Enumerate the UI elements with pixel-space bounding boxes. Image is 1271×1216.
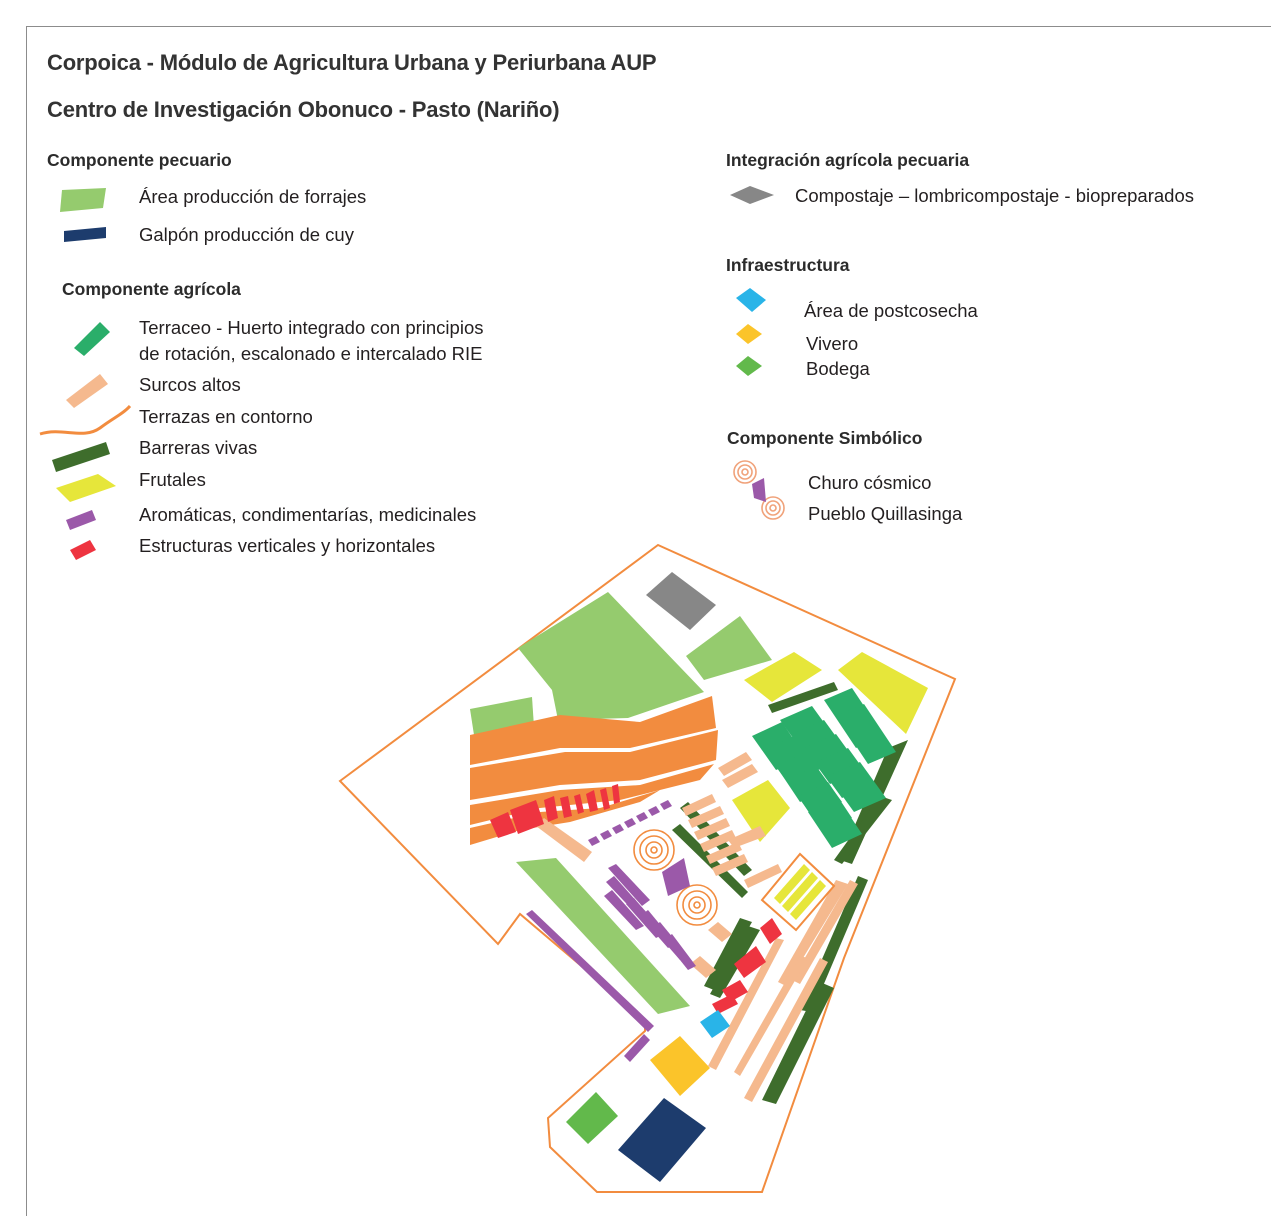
legend-heading-agricola: Componente agrícola — [62, 279, 241, 299]
legend-heading-integracion: Integración agrícola pecuaria — [726, 150, 970, 170]
map-title: Corpoica - Módulo de Agricultura Urbana y Periurbana AUP — [47, 50, 657, 75]
legend-item-aromaticas: Aromáticas, condimentarías, medicinales — [139, 504, 477, 525]
legend-item-terraceo-1: Terraceo - Huerto integrado con principios — [139, 317, 484, 338]
legend-item-surcos: Surcos altos — [139, 374, 241, 395]
compostaje-area — [646, 572, 716, 630]
galpon-cuy-area — [618, 1098, 706, 1182]
legend-item-churo: Churo cósmico — [808, 472, 932, 493]
map-subtitle: Centro de Investigación Obonuco - Pasto (Nariño) — [47, 97, 560, 122]
legend-item-postcosecha: Área de postcosecha — [804, 300, 978, 321]
legend-item-barreras: Barreras vivas — [139, 437, 258, 458]
churo-center — [662, 858, 690, 896]
legend-item-estructuras: Estructuras verticales y horizontales — [139, 535, 436, 556]
vivero-area — [650, 1036, 710, 1096]
forrajes-area-top — [686, 616, 772, 680]
legend-item-terrazas: Terrazas en contorno — [139, 406, 313, 427]
legend-item-bodega: Bodega — [806, 358, 870, 379]
legend-item-terraceo-2: de rotación, escalonado e intercalado RIE — [139, 343, 483, 364]
legend-item-quillasinga: Pueblo Quillasinga — [808, 503, 963, 524]
legend-item-vivero: Vivero — [806, 333, 859, 354]
bodega-area — [566, 1092, 618, 1144]
legend-item-cuy: Galpón producción de cuy — [139, 224, 354, 245]
legend-heading-pecuario: Componente pecuario — [47, 150, 232, 170]
legend-heading-simbolico: Componente Simbólico — [727, 428, 923, 448]
legend-item-forrajes: Área producción de forrajes — [139, 186, 367, 207]
legend-item-compostaje: Compostaje – lombricompostaje - biopreparados — [795, 185, 1194, 206]
legend-heading-infraestructura: Infraestructura — [726, 255, 850, 275]
legend-item-frutales: Frutales — [139, 469, 206, 490]
